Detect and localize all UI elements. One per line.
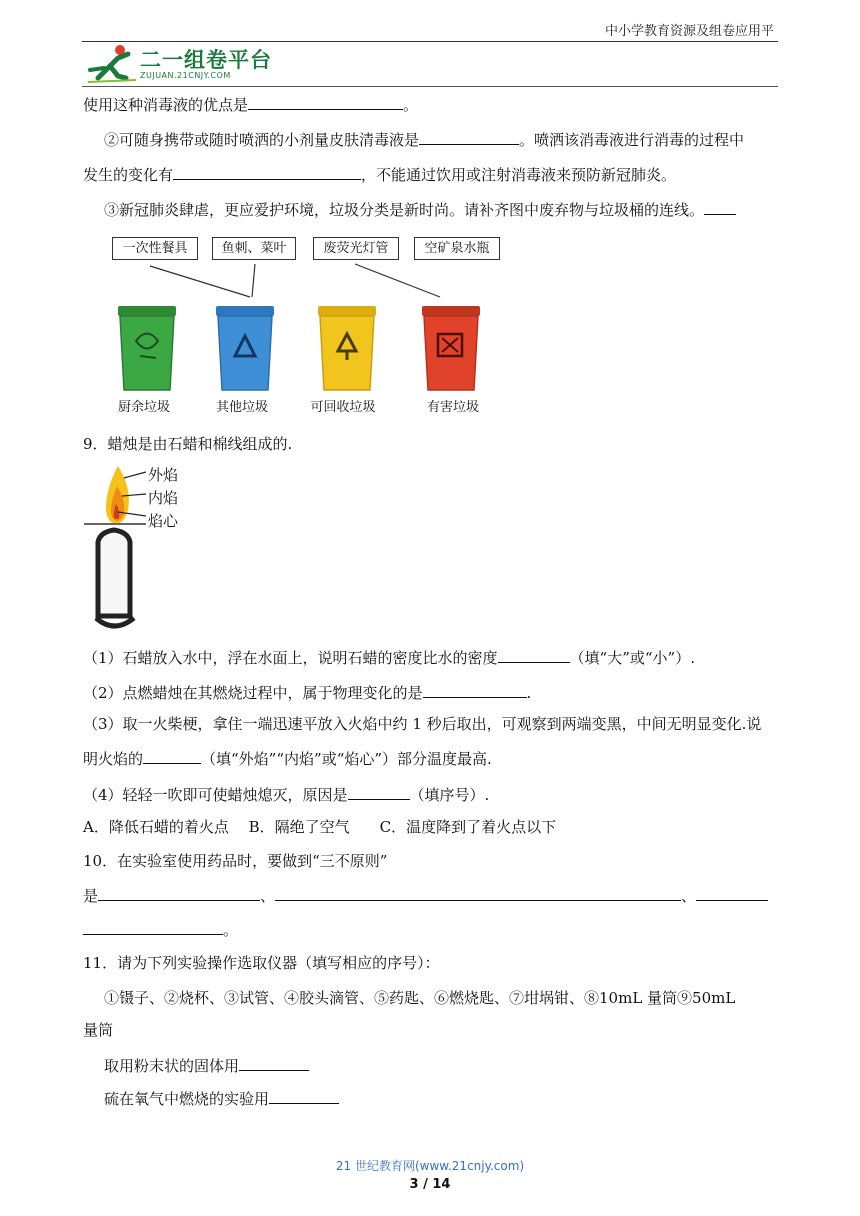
waste-item-water-bottle: 空矿泉水瓶 [414,237,500,260]
answer-blank[interactable] [348,784,410,800]
bin-label-kitchen: 厨余垃圾 [117,400,170,415]
answer-blank[interactable] [248,94,403,110]
header-divider-lower [82,86,778,87]
q11-instruments-line-2: 量筒 [83,1021,114,1039]
runner-logo-icon [88,44,138,84]
waste-item-fishbone-vegetables: 鱼刺、菜叶 [212,237,296,260]
answer-blank[interactable] [704,199,736,215]
recyclable-waste-bin-icon [318,306,376,390]
q9-part-2: （2）点燃蜡烛在其燃烧过程中，属于物理变化的是 . [83,684,532,702]
platform-logo [88,44,278,84]
waste-item-disposable-tableware: 一次性餐具 [112,237,198,260]
q9-part-3-line-2: 明火焰的 （填“外焰”“内焰”或“焰心”）部分温度最高. [83,750,492,768]
q9-options: A．降低石蜡的着火点 B．隔绝了空气 C．温度降到了着火点以下 [83,818,557,836]
q9-part-4: （4）轻轻一吹即可使蜡烛熄灭，原因是 （填序号）. [83,786,490,804]
bin-label-recyclable: 可回收垃圾 [310,400,376,415]
q9-title: 9．蜡烛是由石蜡和棉线组成的. [83,435,293,453]
kitchen-waste-bin-icon [118,306,176,390]
answer-blank[interactable] [173,164,361,180]
q11-instruments-line-1: ①镊子、②烧杯、③试管、④胶头滴管、⑤药匙、⑥燃烧匙、⑦坩埚钳、⑧10mL 量筒⑨50mL [104,989,736,1007]
other-waste-bin-icon [216,306,274,390]
page-number: 3 / 14 [409,1177,451,1192]
header-divider [82,41,778,42]
q10-line-3: 。 [83,919,238,940]
logo-title: 二一组卷平台 [140,48,272,72]
q10-line-2: 是 、 、 [83,885,768,906]
q11-part-1: 取用粉末状的固体用 [104,1055,309,1076]
logo-subtitle: ZUJUAN.21CNJY.COM [140,71,231,80]
answer-blank[interactable] [269,1088,339,1104]
footer-site-link[interactable]: 21 世纪教育网(www.21cnjy.com) [335,1159,525,1173]
q11-title: 11．请为下列实验操作选取仪器（填写相应的序号）： [83,954,440,972]
flame-label-outer: 外焰 [148,466,179,484]
connector-line-3 [355,264,440,297]
bin-label-other: 其他垃圾 [215,400,268,415]
answer-blank[interactable] [419,129,519,145]
q8-line-2: ②可随身携带或随时喷洒的小剂量皮肤清毒液是 。喷洒该消毒液进行消毒的过程中 [104,131,745,149]
q8-line-3: 发生的变化有 ，不能通过饮用或注射消毒液来预防新冠肺炎。 [83,166,677,184]
q8-line-4: ③新冠肺炎肆虐，更应爱护环境，垃圾分类是新时尚。请补齐图中废弃物与垃圾桶的连线。 [104,199,736,220]
hazardous-waste-bin-icon [422,306,480,390]
connector-line-1 [252,264,255,297]
answer-blank[interactable] [423,682,527,698]
answer-blank[interactable] [98,885,260,901]
flame-label-core: 焰心 [148,512,179,530]
flame-label-inner: 内焰 [148,489,179,507]
q11-part-2: 硫在氧气中燃烧的实验用 [104,1088,339,1109]
answer-blank[interactable] [143,748,201,764]
answer-blank[interactable] [696,885,768,901]
q9-part-1: （1）石蜡放入水中，浮在水面上，说明石蜡的密度比水的密度 （填“大”或“小”）. [83,649,695,667]
header-platform-text: 中小学教育资源及组卷应用平 [604,24,774,39]
candle-figure [84,458,184,638]
bin-label-hazardous: 有害垃圾 [426,400,479,415]
answer-blank[interactable] [498,647,570,663]
q10-title: 10．在实验室使用药品时，要做到“三不原则” [83,852,388,870]
connector-line-2 [150,266,250,297]
answer-blank[interactable] [275,885,681,901]
q8-line-1: 使用这种消毒液的优点是 。 [83,96,419,114]
candle-flame-icon [106,466,129,524]
waste-bins-figure [100,256,520,396]
answer-blank[interactable] [239,1055,309,1071]
q9-part-3-line-1: （3）取一火柴梗，拿住一端迅速平放入火焰中约 1 秒后取出，可观察到两端变黑，中间无明显变化.说 [83,715,762,733]
candle-body-icon [96,530,134,626]
answer-blank[interactable] [83,919,223,935]
waste-item-fluorescent-tube: 废荧光灯管 [313,237,399,260]
